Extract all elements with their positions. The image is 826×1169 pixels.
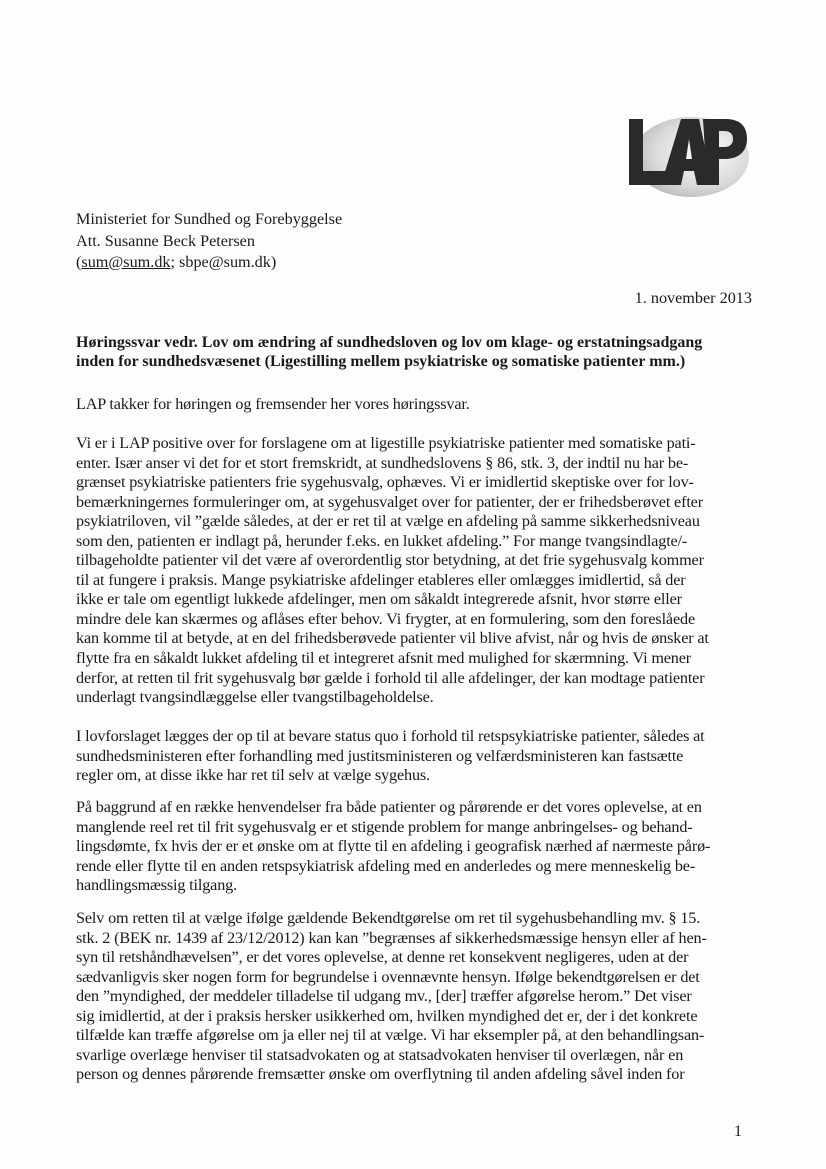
text-line: manglende reel ret til frit sygehusvalg er et stigende problem for mange anbringelses- og behand- [76, 817, 693, 836]
text-line: til at fungere i praksis. Mange psykiatriske afdelinger etableres eller omlægges imidlertid, så der [76, 570, 686, 589]
text-line: tilfælde kan træffe afgørelse om ja eller nej til at vælge. Vi har eksempler på, at den behandlingsan- [76, 1026, 705, 1045]
recipient-line: Ministeriet for Sundhed og Forebyggelse [76, 210, 343, 228]
email-link[interactable]: sum@sum.dk [81, 253, 171, 271]
paragraph-3 [76, 727, 756, 786]
subject-line: Høringssvar vedr. Lov om ændring af sundhedsloven og lov om klage- og erstatningsadgang [76, 334, 703, 351]
text-line: kan komme til at betyde, at en del frihedsberøvede patienter vil blive afvist, når og hvis de ønsker at [76, 629, 709, 648]
text-line: sædvanligvis sker nogen form for begrundelse i ovennævnte hensyn. Ifølge bekendtgørelsen er det [76, 967, 700, 986]
text-line: mindre dele kan skærmes og aflåses efter behov. Vi frygter, at en formulering, som den foreslåede [76, 609, 695, 628]
letter-date: 1. november 2013 [634, 289, 752, 307]
text-line: underlagt tvangsindlæggelse eller tvangstilbageholdelse. [76, 688, 434, 707]
paragraph-1 [76, 395, 756, 415]
text-line: LAP takker for høringen og fremsender her vores høringssvar. [76, 395, 470, 413]
page-number: 1 [734, 1123, 742, 1140]
text-line: stk. 2 (BEK nr. 1439 af 23/12/2012) kan kan ”begrænses af sikkerhedsmæssige hensyn eller af hen- [76, 928, 707, 947]
subject-line: inden for sundhedsvæsenet (Ligestilling mellem psykiatriske og somatiske patienter mm.) [76, 353, 686, 370]
text-line: ikke er tale om egentligt lukkede afdelinger, men om såkaldt integrerede afsnit, hvor større eller [76, 590, 682, 609]
subject-heading [76, 333, 756, 371]
text-line: syn til retshåndhævelsen”, er det vores oplevelse, at denne ret konsekvent negligeres, uden at der [76, 948, 689, 967]
recipient-address [76, 209, 342, 274]
recipient-email-line: (sum@sum.dk; sbpe@sum.dk) [76, 253, 277, 271]
text-line: psykiatriloven, vil ”gælde således, at der er ret til at vælge en afdeling på samme sikkerhedsniveau [76, 512, 700, 531]
text-line: som den, patienten er indlagt på, herunder f.eks. en lukket afdeling.” For mange tvangsindlagte/- [76, 531, 688, 550]
text-line: lingsdømte, fx hvis der er et ønske om at flytte til en afdeling i geografisk nærhed af nærmeste pårø- [76, 837, 711, 856]
text-line: person og dennes pårørende fremsætter ønske om overflytning til anden afdeling såvel inden for [76, 1065, 685, 1084]
text-line: handlingsmæssig tilgang. [76, 876, 237, 895]
paragraph-2 [76, 434, 756, 708]
text-line: bemærkningernes formuleringer om, at sygehusvalget over for patienter, der er frihedsberøvet efter [76, 492, 703, 511]
paragraph-4 [76, 798, 756, 896]
recipient-line: Att. Susanne Beck Petersen [76, 231, 255, 250]
text-line: enter. Især anser vi det for et stort fremskridt, at sundhedslovens § 86, stk. 3, der indtil nu har be- [76, 453, 689, 472]
text-line: tilbageholdte patienter vil det være af overordentlig stor betydning, at det frie sygehusvalg kommer [76, 551, 704, 570]
text-line: den ”myndighed, der meddeler tilladelse til udgang mv., [der] træffer afgørelse herom.” Det viser [76, 987, 692, 1006]
text-line: sundhedsministeren efter forhandling med justitsministeren og velfærdsministeren kan fastsætte [76, 746, 684, 765]
text-line: svarlige overlæge henviser til statsadvokaten og at statsadvokaten henviser til overlægen, når en [76, 1045, 684, 1064]
text-line: grænset psykiatriske patienters frie sygehusvalg, ophæves. Vi er imidlertid skeptiske over for lov- [76, 473, 694, 492]
text-line: Vi er i LAP positive over for forslagene om at ligestille psykiatriske patienter med somatiske pati- [76, 434, 696, 452]
text-line: Selv om retten til at vælge ifølge gældende Bekendtgørelse om ret til sygehusbehandling mv. § 15. [76, 909, 701, 927]
text-line: sig imidlertid, at der i praksis hersker usikkerhed om, hvilken myndighed det er, der i det konkrete [76, 1006, 698, 1025]
text-line: På baggrund af en række henvendelser fra både patienter og pårørende er det vores oplevelse, at en [76, 798, 702, 816]
lap-logo [621, 113, 751, 198]
text-line: flytte fra en såkaldt lukket afdeling til et integreret afsnit med mulighed for skærmning. Vi mener [76, 649, 692, 668]
text-line: I lovforslaget lægges der op til at bevare status quo i forhold til retspsykiatriske patienter, således at [76, 727, 705, 745]
text-line: derfor, at retten til frit sygehusvalg bør gælde i forhold til alle afdelinger, der kan modtage patienter [76, 668, 705, 687]
text-line: rende eller flytte til en anden retspsykiatrisk afdeling med en anderledes og mere menneskelig be- [76, 856, 696, 875]
paragraph-5 [76, 909, 756, 1085]
text-line: regler om, at disse ikke har ret til selv at vælge sygehus. [76, 766, 430, 785]
